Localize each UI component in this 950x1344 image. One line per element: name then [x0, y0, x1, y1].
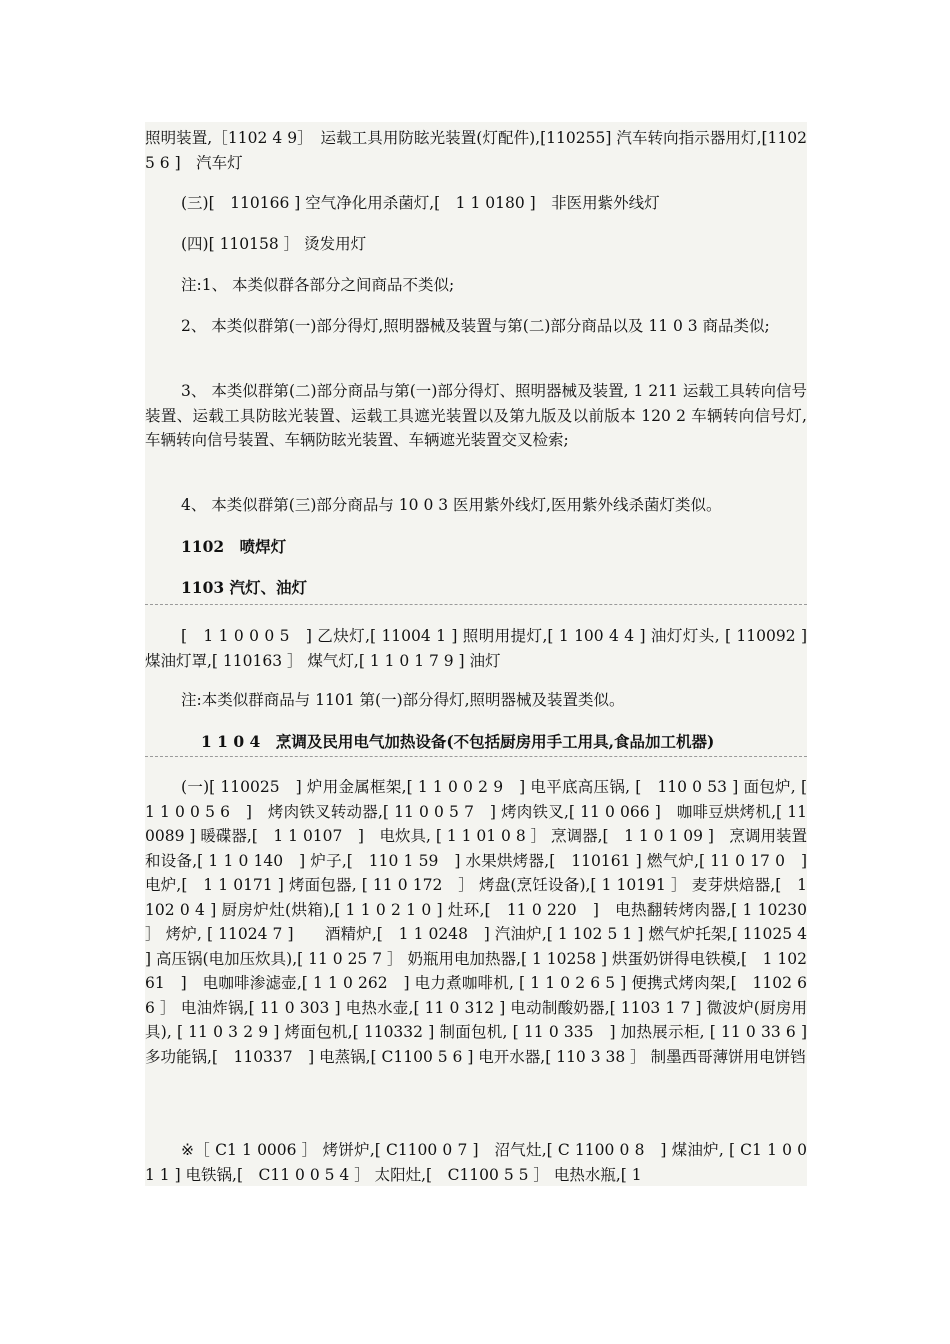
- paragraph-note-4: [145, 493, 807, 518]
- heading-1103: [145, 576, 807, 601]
- text-1104-extra-items: ※［ C1 1 0006 ］ 烤饼炉,[ C1100 0 7 ] 沼气灶,[ C 1100 0 8 ] 煤油炉, [ C1 1 0 0 1 1 ] 电铁锅,[ C11 0 0 5 4 ］ 太阳灶,[ C1100 5 5 ］ 电热水瓶,[ 1: [145, 1141, 807, 1184]
- text-1103-items: [ 1 1 0 0 0 5 ] 乙炔灯,[ 11004 1 ] 照明用提灯,[ 1 100 4 4 ] 油灯灯头, [ 110092 ] 煤油灯罩,[ 110163 ］ 煤气灯,[ 1 1 0 1 7 9 ] 油灯: [145, 627, 807, 670]
- paragraph-1103-items: [145, 624, 807, 673]
- text-1103-note: 注:本类似群商品与 1101 第(一)部分得灯,照明器械及装置类似。: [181, 691, 625, 709]
- paragraph-1104-extra: [145, 1138, 807, 1187]
- document-page: [145, 122, 823, 1186]
- paragraph-1103-note: [145, 688, 807, 713]
- text-note-1: 注:1、 本类似群各部分之间商品不类似;: [181, 276, 455, 294]
- divider-dashed: [145, 756, 807, 757]
- paragraph-note-2: [145, 314, 807, 339]
- text-1104-items: (一)[ 110025 ] 炉用金属框架,[ 1 1 0 0 2 9 ] 电平底高压锅, [ 110 0 53 ] 面包炉, [ 1 1 0 0 5 6 ] 烤肉铁叉转动器,[ 11 0 0 5 7 ] 烤肉铁叉,[ 11 0 066 ] 咖啡豆烘烤机,[ 110089 ] 暖碟器,[ 1 1 0107 ] 电炊具, [ 1 1 01 0 8 ］ 烹调器,[ 1 1 0 1 09 ] 烹调用装置和设备,[ 1 1 0 140 ] 炉子,[ 110 1 59 ] 水果烘烤器,[ 110161 ] 燃气炉,[ 11 0 17 0 ] 电炉,[ 1 1 0171 ] 烤面包器, [ 11 0 172 ］ 烤盘(烹饪设备),[ 1 10191 ］ 麦芽烘焙器,[ 1 102 0 4 ] 厨房炉灶(烘箱),[ 1 1 0 2 1 0 ] 灶环,[ 11 0 220 ] 电热翻转烤肉器,[ 1 10230 ］ 烤炉, [ 11024 7 ] 酒精炉,[ 1 1 0248 ] 汽油炉,[ 1 102 5 1 ] 燃气炉托架,[ 11025 4 ] 高压锅(电加压炊具),[ 11 0 25 7 ］ 奶瓶用电加热器,[ 1 10258 ] 烘蛋奶饼得电铁模,[ 1 10261 ] 电咖啡渗滤壶,[ 1 1 0 262 ] 电力煮咖啡机, [ 1 1 0 2 6 5 ] 便携式烤肉架,[ 1102 6 6 ］ 电油炸锅,[ 11 0 303 ] 电热水壶,[ 11 0 312 ] 电动制酸奶器,[ 1103 1 7 ] 微波炉(厨房用具), [ 11 0 3 2 9 ] 烤面包机,[ 110332 ] 制面包机, [ 11 0 335 ] 加热展示柜, [ 11 0 33 6 ] 多功能锅,[ 110337 ] 电蒸锅,[ C1100 5 6 ] 电开水器,[ 110 3 38 ］ 制墨西哥薄饼用电饼铛: [145, 778, 823, 1066]
- text-note-2: 2、 本类似群第(一)部分得灯,照明器械及装置与第(二)部分商品以及 11 0 3 商品类似;: [181, 317, 770, 335]
- section-heading-1104: 1 1 0 4 烹调及民用电气加热设备(不包括厨房用手工用具,食品加工机器): [201, 732, 715, 751]
- text-section-3-uv-lamps: (三)[ 110166 ] 空气净化用杀菌灯,[ 1 1 0180 ] 非医用紫外线灯: [181, 194, 660, 212]
- paragraph-note-3: [145, 379, 807, 453]
- text-section-4-hair-lamp: (四)[ 110158 ］ 烫发用灯: [181, 235, 367, 253]
- paragraph-1104-items: [145, 775, 823, 1069]
- text-note-3: 3、 本类似群第(二)部分商品与第(一)部分得灯、照明器械及装置, 1 211 运载工具转向信号装置、运载工具防眩光装置、运载工具遮光装置以及第九版及以前版本 120 2 车辆转向信号灯,车辆转向信号装置、车辆防眩光装置、车辆遮光装置交叉检索;: [145, 382, 807, 449]
- paragraph-note-1: [145, 273, 807, 298]
- section-heading-1103: 1103 汽灯、油灯: [181, 578, 308, 597]
- heading-1104: [145, 730, 807, 755]
- paragraph-section-3: [145, 191, 807, 216]
- divider-dashed: [145, 604, 807, 605]
- text-note-4: 4、 本类似群第(三)部分商品与 10 0 3 医用紫外线灯,医用紫外线杀菌灯类似。: [181, 496, 722, 514]
- paragraph-lighting: [145, 126, 807, 175]
- heading-1102: [145, 535, 807, 560]
- text-lighting-vehicle-lamps: 照明装置,［1102 4 9］ 运载工具用防眩光装置(灯配件),[110255] 汽车转向指示器用灯,[11025 6 ] 汽车灯: [145, 129, 807, 172]
- paragraph-section-4: [145, 232, 807, 257]
- section-heading-1102: 1102 喷焊灯: [181, 537, 287, 556]
